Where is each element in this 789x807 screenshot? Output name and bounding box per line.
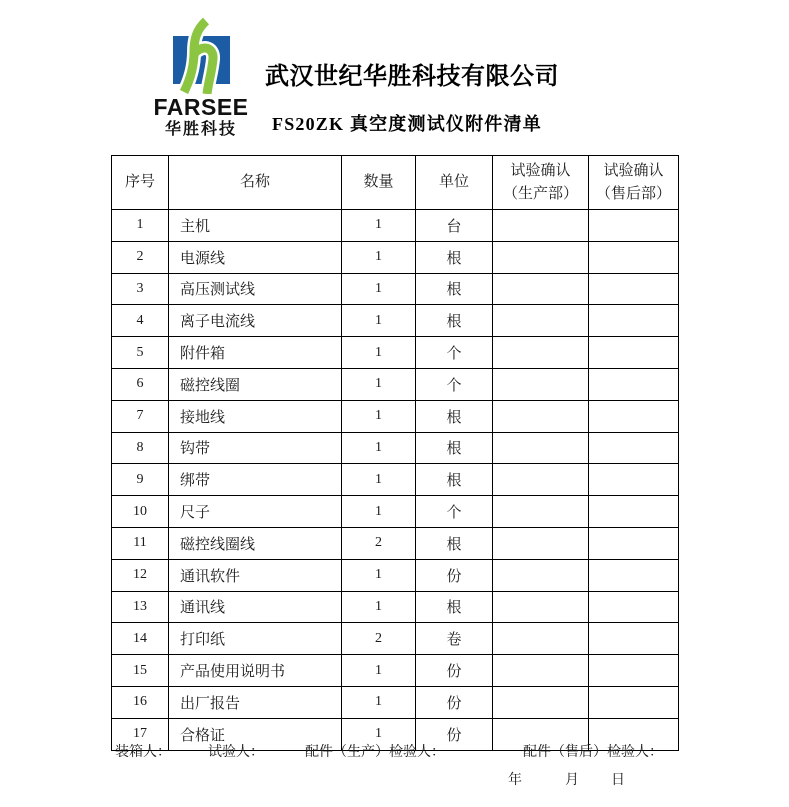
confirm-production-cell <box>493 241 589 273</box>
item-unit: 根 <box>416 464 493 496</box>
item-unit: 卷 <box>416 623 493 655</box>
item-unit: 份 <box>416 686 493 718</box>
accessories-table <box>111 155 679 751</box>
item-unit: 根 <box>416 305 493 337</box>
table-row <box>112 210 679 242</box>
item-qty: 1 <box>342 686 416 718</box>
row-no: 8 <box>112 432 169 464</box>
row-no: 2 <box>112 241 169 273</box>
table-row <box>112 655 679 687</box>
confirm-production-cell <box>493 273 589 305</box>
row-no: 3 <box>112 273 169 305</box>
item-qty: 1 <box>342 337 416 369</box>
item-qty: 1 <box>342 241 416 273</box>
document-title: FS20ZK 真空度测试仪附件清单 <box>272 114 542 134</box>
table-row <box>112 305 679 337</box>
table-row <box>112 273 679 305</box>
item-unit: 个 <box>416 337 493 369</box>
row-no: 11 <box>112 527 169 559</box>
row-no: 4 <box>112 305 169 337</box>
item-name: 主机 <box>169 210 342 242</box>
confirm-aftersales-cell <box>589 432 679 464</box>
confirm-aftersales-cell <box>589 591 679 623</box>
logo-brand-cn-text: 华胜科技 <box>164 121 237 138</box>
row-no: 9 <box>112 464 169 496</box>
confirm-production-cell <box>493 686 589 718</box>
confirm-aftersales-cell <box>589 337 679 369</box>
col-header-name: 名称 <box>169 156 342 210</box>
item-name: 通讯线 <box>169 591 342 623</box>
item-name: 离子电流线 <box>169 305 342 337</box>
table-row <box>112 432 679 464</box>
col-header-confirm-aftersales <box>589 156 679 210</box>
item-name: 接地线 <box>169 400 342 432</box>
item-name: 高压测试线 <box>169 273 342 305</box>
confirm-aftersales-cell <box>589 400 679 432</box>
item-qty: 1 <box>342 496 416 528</box>
row-no: 14 <box>112 623 169 655</box>
table-row <box>112 527 679 559</box>
table-row <box>112 241 679 273</box>
confirm-production-cell <box>493 559 589 591</box>
table-row <box>112 623 679 655</box>
confirm-aftersales-cell <box>589 527 679 559</box>
item-name: 附件箱 <box>169 337 342 369</box>
table-row <box>112 400 679 432</box>
item-qty: 2 <box>342 527 416 559</box>
confirm-production-cell <box>493 527 589 559</box>
item-name: 尺子 <box>169 496 342 528</box>
item-qty: 1 <box>342 368 416 400</box>
item-unit: 个 <box>416 368 493 400</box>
date-year-label: 年 <box>508 773 522 788</box>
confirm-production-line1: 试验确认 <box>510 163 571 179</box>
col-header-no: 序号 <box>112 156 169 210</box>
item-unit: 根 <box>416 273 493 305</box>
table-header-row <box>112 156 679 210</box>
confirm-production-cell <box>493 400 589 432</box>
item-unit: 份 <box>416 718 493 750</box>
item-unit: 根 <box>416 591 493 623</box>
confirm-production-cell <box>493 655 589 687</box>
confirm-production-cell <box>493 464 589 496</box>
item-name: 打印纸 <box>169 623 342 655</box>
table-row <box>112 368 679 400</box>
inspector-production-label: 配件（生产）检验人： <box>305 745 445 760</box>
item-unit: 根 <box>416 527 493 559</box>
table-row <box>112 464 679 496</box>
row-no: 16 <box>112 686 169 718</box>
logo-brand-text: FARSEE <box>153 94 249 120</box>
confirm-aftersales-cell <box>589 368 679 400</box>
item-qty: 1 <box>342 400 416 432</box>
item-qty: 1 <box>342 273 416 305</box>
item-name: 绑带 <box>169 464 342 496</box>
confirm-aftersales-cell <box>589 464 679 496</box>
item-unit: 份 <box>416 655 493 687</box>
item-qty: 1 <box>342 591 416 623</box>
confirm-aftersales-cell <box>589 655 679 687</box>
col-header-confirm-production <box>493 156 589 210</box>
confirm-production-cell <box>493 591 589 623</box>
item-unit: 份 <box>416 559 493 591</box>
confirm-production-cell <box>493 210 589 242</box>
item-name: 合格证 <box>169 718 342 750</box>
table-row <box>112 686 679 718</box>
row-no: 1 <box>112 210 169 242</box>
item-unit: 个 <box>416 496 493 528</box>
item-unit: 根 <box>416 400 493 432</box>
item-name: 钩带 <box>169 432 342 464</box>
item-name: 产品使用说明书 <box>169 655 342 687</box>
item-unit: 台 <box>416 210 493 242</box>
packer-label: 装箱人： <box>115 745 171 760</box>
item-qty: 1 <box>342 432 416 464</box>
item-qty: 1 <box>342 559 416 591</box>
item-name: 磁控线圈 <box>169 368 342 400</box>
confirm-production-cell <box>493 368 589 400</box>
row-no: 13 <box>112 591 169 623</box>
row-no: 10 <box>112 496 169 528</box>
item-qty: 1 <box>342 210 416 242</box>
confirm-aftersales-cell <box>589 210 679 242</box>
row-no: 7 <box>112 400 169 432</box>
item-unit: 根 <box>416 432 493 464</box>
row-no: 15 <box>112 655 169 687</box>
item-qty: 1 <box>342 305 416 337</box>
item-qty: 1 <box>342 655 416 687</box>
confirm-aftersales-cell <box>589 241 679 273</box>
tester-label: 试验人： <box>208 745 264 760</box>
confirm-aftersales-cell <box>589 273 679 305</box>
confirm-aftersales-cell <box>589 686 679 718</box>
farsee-logo <box>146 18 256 138</box>
confirm-aftersales-cell <box>589 305 679 337</box>
confirm-aftersales-line1: 试验确认 <box>603 163 664 179</box>
confirm-production-line2: （生产部） <box>502 185 578 202</box>
table-row <box>112 496 679 528</box>
table-row <box>112 559 679 591</box>
row-no: 6 <box>112 368 169 400</box>
farsee-logo-icon <box>146 18 256 94</box>
row-no: 5 <box>112 337 169 369</box>
confirm-aftersales-line2: （售后部） <box>595 185 671 202</box>
confirm-aftersales-cell <box>589 496 679 528</box>
confirm-aftersales-cell <box>589 623 679 655</box>
row-no: 12 <box>112 559 169 591</box>
item-name: 磁控线圈线 <box>169 527 342 559</box>
confirm-production-cell <box>493 623 589 655</box>
date-day-label: 日 <box>611 773 625 788</box>
col-header-unit: 单位 <box>416 156 493 210</box>
item-unit: 根 <box>416 241 493 273</box>
confirm-production-cell <box>493 305 589 337</box>
row-no: 17 <box>112 718 169 750</box>
item-qty: 1 <box>342 718 416 750</box>
date-month-label: 月 <box>565 773 579 788</box>
table-row <box>112 591 679 623</box>
item-qty: 1 <box>342 464 416 496</box>
col-header-qty: 数量 <box>342 156 416 210</box>
item-qty: 2 <box>342 623 416 655</box>
item-name: 电源线 <box>169 241 342 273</box>
inspector-aftersales-label: 配件（售后）检验人： <box>523 745 663 760</box>
item-name: 通讯软件 <box>169 559 342 591</box>
confirm-aftersales-cell <box>589 559 679 591</box>
confirm-production-cell <box>493 337 589 369</box>
confirm-production-cell <box>493 432 589 464</box>
confirm-production-cell <box>493 496 589 528</box>
item-name: 出厂报告 <box>169 686 342 718</box>
table-row <box>112 337 679 369</box>
company-name: 武汉世纪华胜科技有限公司 <box>265 63 559 90</box>
